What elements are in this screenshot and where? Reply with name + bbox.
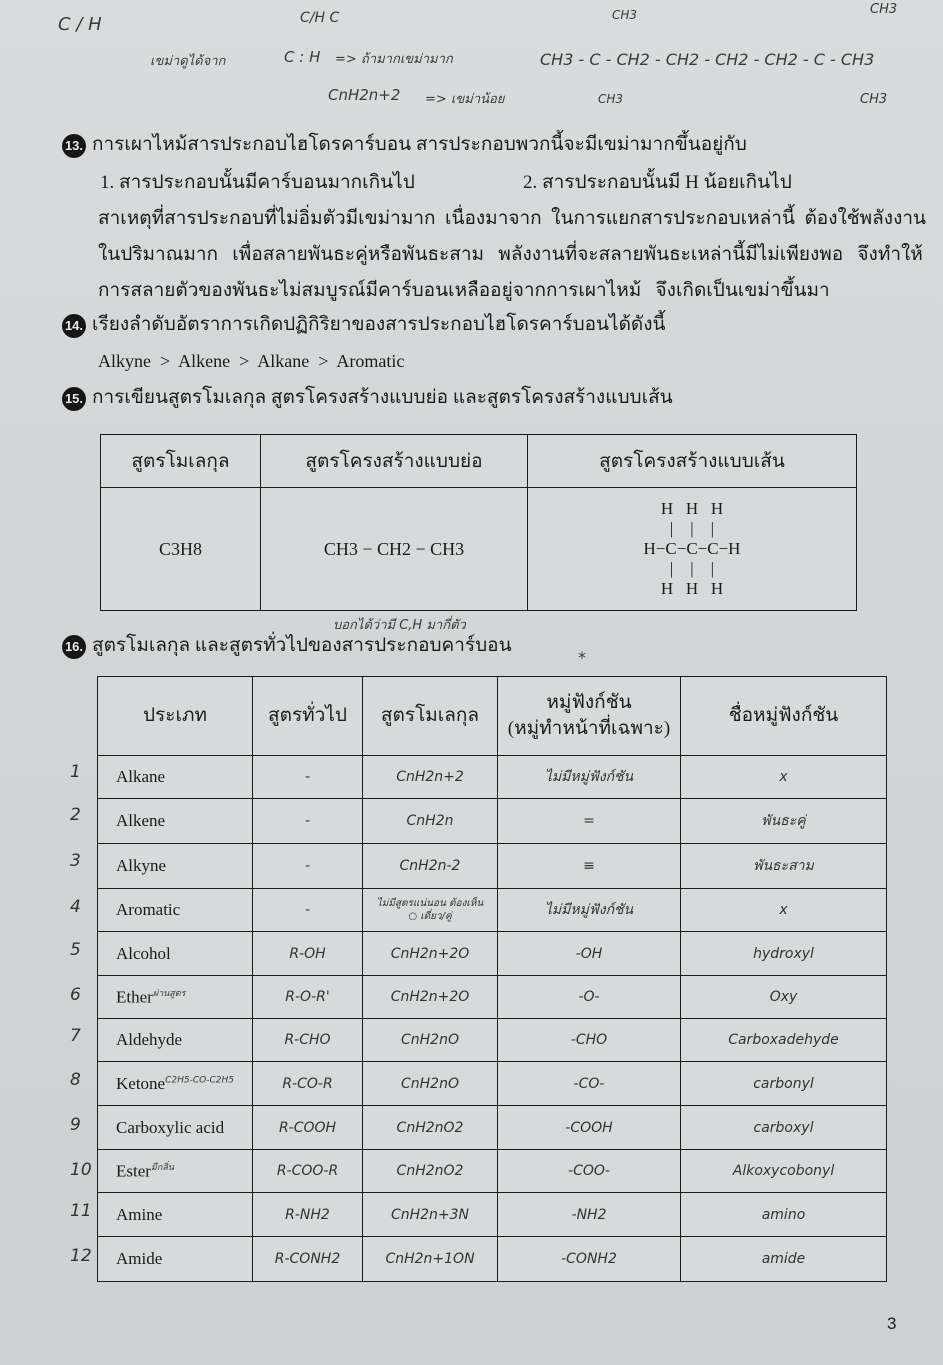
compound-type-cell-text: Carboxylic acid <box>116 1117 225 1137</box>
compound-type-cell <box>98 756 253 799</box>
table-row <box>98 799 887 844</box>
functional-group-cell-text: -CO- <box>573 1075 605 1092</box>
carbon-compounds-table <box>97 676 887 1282</box>
functional-group-cell-text: -CONH2 <box>561 1251 617 1267</box>
formula-types-table <box>100 434 857 611</box>
compound-type-cell-text: Aldehyde <box>116 1030 183 1049</box>
molecular-formula-cell-text: CnH2nO <box>401 1075 459 1092</box>
condensed-formula-value <box>261 488 528 611</box>
table-row <box>98 1106 887 1150</box>
functional-group-cell <box>498 1193 681 1237</box>
molecular-formula-cell-text: CnH2n+1ON <box>385 1251 475 1267</box>
ratio-hint-note: C/H C <box>300 10 340 26</box>
compound-type-cell <box>98 844 253 889</box>
functional-group-name-cell <box>681 1106 887 1150</box>
functional-group-cell-text: -O- <box>578 989 600 1005</box>
general-formula-cell <box>253 889 363 932</box>
table-row <box>98 932 887 976</box>
section-13-body-line-3: การสลายตัวของพันธะไม่สมบูรณ์มีคาร์บอนเหลืออยู่จากการเผาไหม้ จึงเกิดเป็นเขม่าขึ้นมา <box>98 280 830 301</box>
compound-type-cell-text: Alkane <box>116 767 166 786</box>
functional-group-cell-text: -COOH <box>565 1119 613 1136</box>
type-handwritten-note: มีกลิ่น <box>150 1163 174 1174</box>
compound-type-cell <box>98 976 253 1019</box>
branch-right-bottom: CH3 <box>860 92 888 107</box>
soot-note-label: เขม่าดูได้จาก <box>150 54 226 69</box>
molecular-formula-cell-text: CnH2nO <box>401 1032 459 1048</box>
molecular-formula-cell <box>363 976 498 1019</box>
branch-left-top: CH3 <box>612 8 638 22</box>
header-functional-group-line2: (หมู่ทำหน้าที่เฉพาะ) <box>507 718 671 739</box>
type-handwritten-note: ผ่านสูตร <box>152 989 186 1000</box>
compound-type-cell <box>98 1106 253 1150</box>
table-row <box>98 976 887 1019</box>
soot-note-ratio: C : H <box>284 48 321 66</box>
molecular-formula-cell-text: CnH2n+3N <box>390 1206 470 1223</box>
row-number: 5 <box>70 940 81 960</box>
general-formula-cell-text: R-CONH2 <box>274 1251 341 1267</box>
row-number: 9 <box>70 1115 81 1135</box>
reactivity-order: Alkyne > Alkene > Alkane > Aromatic <box>98 351 405 371</box>
functional-group-name-cell-text: x <box>779 902 788 918</box>
table-row <box>98 1019 887 1062</box>
functional-group-cell-text: ไม่มีหมู่ฟังก์ชัน <box>544 769 634 785</box>
branch-right-top: CH3 <box>870 2 898 17</box>
star-mark: * <box>578 648 586 667</box>
functional-group-cell <box>498 756 681 799</box>
general-formula-cell <box>253 976 363 1019</box>
alkane-result-note: => เขม่าน้อย <box>425 92 505 107</box>
functional-group-name-cell-text: พันธะคู่ <box>761 813 806 829</box>
functional-group-cell-text: = <box>583 813 595 829</box>
functional-group-name-cell <box>681 889 887 932</box>
lewis-bottom-bonds: | | | <box>669 559 715 578</box>
table-row <box>98 1193 887 1237</box>
molecular-formula-cell <box>363 1019 498 1062</box>
compound-type-cell <box>98 799 253 844</box>
section-13 <box>62 133 747 158</box>
propane-molecular: C3H8 <box>158 538 202 559</box>
functional-group-name-cell-text: carboxyl <box>753 1119 814 1136</box>
molecular-formula-cell <box>363 1106 498 1150</box>
functional-group-name-cell <box>681 756 887 799</box>
molecular-formula-cell-text: ไม่มีสูตรแน่นอน ต้องเห็น ○ เดี่ยว/คู่ <box>376 898 484 922</box>
molecular-formula-cell-text: CnH2n-2 <box>399 858 461 874</box>
compound-type-cell-text: Ester <box>116 1161 151 1181</box>
general-formula-cell-text: R-NH2 <box>285 1206 330 1223</box>
molecular-formula-cell-text: CnH2nO2 <box>396 1119 464 1136</box>
lewis-top-h: H H H <box>660 499 724 518</box>
header-molecular-formula: สูตรโมเลกุล <box>101 435 261 488</box>
compound-type-cell <box>98 1193 253 1237</box>
alkane-formula-note: CnH2n+2 <box>328 86 401 104</box>
functional-group-name-cell <box>681 1150 887 1193</box>
functional-group-name-cell <box>681 1062 887 1106</box>
row-number: 7 <box>70 1026 81 1046</box>
section-15-title: การเขียนสูตรโมเลกุล สูตรโครงสร้างแบบย่อ และสูตรโครงสร้างแบบเส้น <box>92 387 673 408</box>
functional-group-cell <box>498 844 681 889</box>
functional-group-name-cell <box>681 799 887 844</box>
molecular-formula-cell <box>363 932 498 976</box>
general-formula-cell <box>253 1237 363 1282</box>
functional-group-name-cell-text: amino <box>761 1206 806 1223</box>
compound-type-cell <box>98 1019 253 1062</box>
general-formula-cell-text: R-O-R' <box>285 989 330 1005</box>
compound-type-cell-text: Alkyne <box>116 856 167 875</box>
header-general-formula: สูตรทั่วไป <box>253 677 363 756</box>
functional-group-cell <box>498 1237 681 1282</box>
general-formula-cell <box>253 932 363 976</box>
functional-group-name-cell <box>681 1019 887 1062</box>
table-row <box>98 1150 887 1193</box>
section-13-point-1: 1. สารประกอบนั้นมีคาร์บอนมากเกินไป <box>100 172 415 193</box>
functional-group-cell <box>498 889 681 932</box>
lewis-bottom-h: H H H <box>660 579 724 598</box>
section-number-badge: 14. <box>62 314 86 338</box>
row-number: 3 <box>70 851 81 871</box>
header-functional-group-name: ชื่อหมู่ฟังก์ชัน <box>681 677 887 756</box>
functional-group-name-cell-text: Alkoxycobonyl <box>732 1163 835 1179</box>
compound-type-cell-text: Amide <box>116 1249 163 1268</box>
general-formula-cell <box>253 1150 363 1193</box>
general-formula-cell-text: - <box>304 813 311 829</box>
type-handwritten-note: C2H5-CO-C2H5 <box>165 1074 234 1085</box>
functional-group-cell-text: -NH2 <box>571 1206 607 1223</box>
table-row <box>98 1062 887 1106</box>
compound-type-cell <box>98 1150 253 1193</box>
functional-group-cell <box>498 976 681 1019</box>
functional-group-cell <box>498 1150 681 1193</box>
functional-group-name-cell <box>681 844 887 889</box>
header-functional-group-line1: หมู่ฟังก์ชัน <box>546 692 632 713</box>
functional-group-cell-text: -OH <box>575 945 603 962</box>
molecular-formula-cell <box>363 889 498 932</box>
molecular-formula-cell <box>363 1150 498 1193</box>
general-formula-cell-text: - <box>304 858 311 874</box>
section-16-title: สูตรโมเลกุล และสูตรทั่วไปของสารประกอบคาร์บอน <box>92 635 512 656</box>
molecular-formula-cell <box>363 1237 498 1282</box>
section-number-badge: 15. <box>62 387 86 411</box>
section-13-heading <box>62 133 747 158</box>
row-number: 10 <box>70 1160 92 1180</box>
general-formula-cell-text: R-COO-R <box>276 1163 339 1179</box>
general-formula-cell-text: - <box>304 769 311 785</box>
molecular-formula-cell-text: CnH2n+2O <box>390 989 470 1005</box>
table-row <box>98 844 887 889</box>
header-condensed-formula: สูตรโครงสร้างแบบย่อ <box>261 435 528 488</box>
table-row <box>98 756 887 799</box>
functional-group-name-cell-text: Carboxadehyde <box>728 1032 839 1048</box>
header-molecular-formula: สูตรโมเลกุล <box>363 677 498 756</box>
section-16-heading <box>62 634 512 659</box>
branch-left-bottom: CH3 <box>598 92 624 106</box>
soot-note-result: => ถ้ามากเขม่ามาก <box>335 52 453 67</box>
row-number: 6 <box>70 985 81 1005</box>
header-structural-formula: สูตรโครงสร้างแบบเส้น <box>528 435 857 488</box>
functional-group-name-cell <box>681 1237 887 1282</box>
functional-group-cell-text: ≡ <box>583 858 595 874</box>
functional-group-name-cell <box>681 976 887 1019</box>
functional-group-name-cell-text: x <box>779 769 788 785</box>
general-formula-cell <box>253 844 363 889</box>
molecular-formula-cell <box>363 1193 498 1237</box>
section-14-title: เรียงลำดับอัตราการเกิดปฏิกิริยาของสารประกอบไฮโดรคาร์บอนได้ดังนี้ <box>92 314 666 335</box>
functional-group-name-cell <box>681 1193 887 1237</box>
compound-type-cell-text: Amine <box>116 1204 163 1224</box>
compound-type-cell-text: Ether <box>116 987 153 1007</box>
structure-main-chain: CH3 - C - CH2 - CH2 - CH2 - CH2 - C - CH3 <box>540 50 875 69</box>
general-formula-cell <box>253 756 363 799</box>
propane-condensed: CH3 − CH2 − CH3 <box>323 538 465 559</box>
molecular-formula-cell-text: CnH2n+2 <box>396 769 464 785</box>
section-14-heading <box>62 313 666 338</box>
functional-group-name-cell-text: Oxy <box>769 989 798 1005</box>
general-formula-cell <box>253 1062 363 1106</box>
page-number: 3 <box>887 1314 897 1333</box>
molecular-formula-cell-text: CnH2n+2O <box>390 945 470 962</box>
section-13-body-line-2: ในปริมาณมาก เพื่อสลายพันธะคู่หรือพันธะสาม พลังงานที่จะสลายพันธะเหล่านี้มีไม่เพียงพอ จึงทำให้ <box>98 244 923 265</box>
section-13-body-line-1: สาเหตุที่สารประกอบที่ไม่อิ่มตัวมีเขม่ามาก เนื่องมาจาก ในการแยกสารประกอบเหล่านี้ ต้องใช้พลังงาน <box>98 208 927 229</box>
section-15-heading <box>62 386 673 411</box>
molecular-formula-cell <box>363 844 498 889</box>
molecular-formula-value <box>101 488 261 611</box>
functional-group-cell-text: -COO- <box>568 1163 610 1179</box>
row-number: 1 <box>70 762 81 782</box>
row-number: 2 <box>70 805 81 825</box>
general-formula-cell-text: - <box>304 902 311 918</box>
row-number: 8 <box>70 1070 81 1090</box>
general-formula-cell-text: R-OH <box>289 945 326 962</box>
row-number: 4 <box>70 897 81 917</box>
general-formula-cell <box>253 799 363 844</box>
compound-type-cell-text: Ketone <box>116 1073 166 1093</box>
section-number-badge: 16. <box>62 635 86 659</box>
functional-group-cell <box>498 1019 681 1062</box>
general-formula-cell <box>253 1193 363 1237</box>
molecular-formula-cell-text: CnH2n <box>406 813 454 829</box>
general-formula-cell-text: R-CO-R <box>282 1075 333 1092</box>
compound-type-cell-text: Alcohol <box>116 943 171 963</box>
compound-type-cell <box>98 932 253 976</box>
functional-group-cell <box>498 1106 681 1150</box>
table-row <box>98 1237 887 1282</box>
section-13-title: การเผาไหม้สารประกอบไฮโดรคาร์บอน สารประกอบพวกนี้จะมีเขม่ามากขึ้นอยู่กับ <box>92 134 747 155</box>
structural-formula-value <box>528 488 857 611</box>
lewis-structure <box>644 499 741 599</box>
functional-group-cell <box>498 1062 681 1106</box>
functional-group-cell <box>498 932 681 976</box>
lewis-top-bonds: | | | <box>669 519 715 538</box>
functional-group-cell-text: ไม่มีหมู่ฟังก์ชัน <box>544 902 634 918</box>
general-formula-cell <box>253 1106 363 1150</box>
general-formula-cell-text: R-CHO <box>284 1032 331 1048</box>
compound-type-cell-text: Aromatic <box>116 900 181 919</box>
lewis-carbon-chain: H−C−C−C−H <box>643 539 741 558</box>
header-type: ประเภท <box>98 677 253 756</box>
functional-group-name-cell-text: carbonyl <box>753 1075 814 1092</box>
margin-fraction-note: C / H <box>58 14 102 35</box>
molecular-formula-cell-text: CnH2nO2 <box>396 1163 464 1179</box>
functional-group-name-cell-text: พันธะสาม <box>753 858 814 874</box>
compound-type-cell-text: Alkene <box>116 811 166 830</box>
compound-type-cell <box>98 1237 253 1282</box>
functional-group-cell <box>498 799 681 844</box>
molecular-formula-cell <box>363 1062 498 1106</box>
table-row <box>98 889 887 932</box>
header-functional-group <box>498 677 681 756</box>
compound-type-cell <box>98 1062 253 1106</box>
functional-group-name-cell-text: hydroxyl <box>753 945 814 962</box>
section-number-badge: 13. <box>62 134 86 158</box>
row-number: 12 <box>70 1246 92 1266</box>
section-16-annotation: บอกได้ว่ามี C,H มากี่ตัว <box>333 618 466 633</box>
molecular-formula-cell <box>363 756 498 799</box>
functional-group-cell-text: -CHO <box>570 1032 608 1048</box>
general-formula-cell-text: R-COOH <box>278 1119 337 1136</box>
section-13-point-2: 2. สารประกอบนั้นมี H น้อยเกินไป <box>523 172 792 193</box>
compound-type-cell <box>98 889 253 932</box>
functional-group-name-cell-text: amide <box>761 1251 806 1267</box>
row-number: 11 <box>70 1201 92 1221</box>
molecular-formula-cell <box>363 799 498 844</box>
functional-group-name-cell <box>681 932 887 976</box>
general-formula-cell <box>253 1019 363 1062</box>
